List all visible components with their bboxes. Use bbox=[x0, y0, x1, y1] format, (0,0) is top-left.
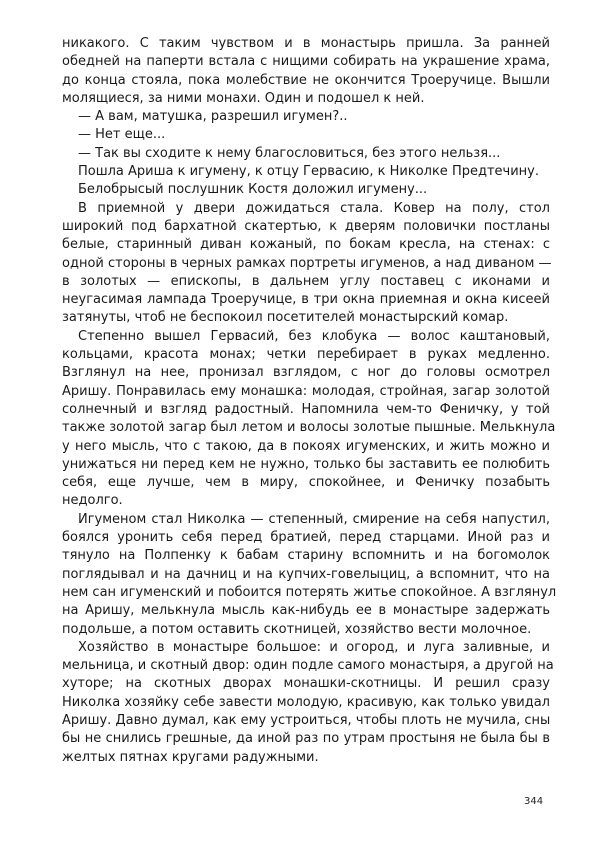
text-line: Взглянул на нее, пронизал взглядом, с ног до головы осмотрел bbox=[62, 365, 550, 381]
text-line: Хозяйство в монастыре большое: и огород, и луга заливные, и bbox=[78, 639, 550, 655]
text-line: Белобрысый послушник Костя доложил игумену... bbox=[78, 182, 428, 198]
text-line: белые, старинный диван кожаный, по бокам кресла, на стенах: с bbox=[62, 237, 550, 253]
text-line: В приемной у двери дожидаться стала. Ковер на полу, стол bbox=[78, 200, 550, 216]
text-line: — А вам, матушка, разрешил игумен?.. bbox=[78, 109, 348, 125]
text-line: тянуло на Полпенку к бабам старину вспомнить и на богомолок bbox=[62, 548, 550, 564]
text-line: боялся уронить себя перед братией, перед старцами. Иной раз и bbox=[62, 530, 550, 546]
text-line: неугасимая лампада Троеручице, в три окна приемная и окна кисеей bbox=[62, 292, 550, 308]
text-line: недолго. bbox=[62, 493, 123, 509]
text-line: затянуты, чтоб не беспокоил посетителей монастырский комар. bbox=[62, 310, 509, 326]
text-line: в золотых — епископы, в дальнем углу поставец с иконами и bbox=[62, 273, 550, 289]
text-line: хуторе; на скотных дворах монашки-скотницы. И решил сразу bbox=[62, 676, 550, 692]
text-line: Игуменом стал Николка — степенный, смирение на себя напустил, bbox=[78, 511, 550, 527]
text-line: Николка хозяйку себе завести молодую, красивую, как только увидал bbox=[62, 694, 550, 710]
text-line: одной стороны в черных рамках портреты игуменов, а над диваном — bbox=[62, 255, 552, 271]
text-line: у него мысль, что с такою, да в покоях игуменских, и жить можно и bbox=[62, 438, 550, 454]
text-line: Степенно вышел Гервасий, без клобука — волос каштановый, bbox=[78, 328, 550, 344]
text-line: поглядывал и на дачниц и на купчих-говелыциц, а вспомнит, что на bbox=[62, 566, 550, 582]
text-line: солнечный и взгляд радостный. Напомнила чем-то Феничку, у той bbox=[62, 401, 550, 417]
text-line: себя, еще лучше, чем в миру, спокойнее, и Феничку позабыть bbox=[62, 475, 550, 491]
text-line: на Аришу, мелькнула мысль как-нибудь ее в монастыре задержать bbox=[62, 603, 550, 619]
text-line: широкий под бархатной скатертью, к дверям половички постланы bbox=[62, 218, 550, 234]
text-line: — Так вы сходите к нему благословиться, без этого нельзя... bbox=[78, 145, 501, 161]
text-line: унижаться ни перед кем не нужно, только бы заставить ее полюбить bbox=[62, 456, 550, 472]
text-line: Аришу. Понравилась ему монашка: молодая, стройная, загар золотой bbox=[62, 383, 550, 399]
text-line: обедней на паперти встала с нищими собирать на украшение храма, bbox=[62, 54, 550, 70]
body-text bbox=[62, 35, 557, 767]
text-line: кольцами, красота монах; четки перебирает в руках медленно. bbox=[62, 347, 550, 363]
text-line: никакого. С таким чувством и в монастырь пришла. За ранней bbox=[62, 36, 550, 51]
text-line: Пошла Ариша к игумену, к отцу Гервасию, к Николке Предтечину. bbox=[78, 164, 539, 180]
text-line: бы не снились грешные, да иной раз по утрам простыня не была бы в bbox=[62, 731, 550, 747]
text-line: — Нет еще... bbox=[78, 127, 166, 143]
text-line: подольше, а потом оставить скотницей, хозяйство вести молочное. bbox=[62, 621, 532, 637]
text-line: также золотой загар был летом и волосы золотые пышные. Мелькнула bbox=[62, 420, 556, 436]
text-line: Аришу. Давно думал, как ему устроиться, чтобы плоть не мучила, сны bbox=[62, 712, 551, 728]
page-number: 344 bbox=[524, 796, 544, 807]
text-line: молящиеся, за ними монахи. Один и подошел к ней. bbox=[62, 90, 425, 106]
text-line: желтых пятнах кругами радужными. bbox=[62, 749, 319, 765]
text-line: нем сан игуменский и побоится потерять житье спокойное. А взглянул bbox=[62, 584, 557, 600]
text-line: мельница, и скотный двор: один подле самого монастыря, а другой на bbox=[62, 658, 554, 674]
text-line: до конца стояла, пока молебствие не окончится Троеручице. Вышли bbox=[62, 72, 550, 88]
